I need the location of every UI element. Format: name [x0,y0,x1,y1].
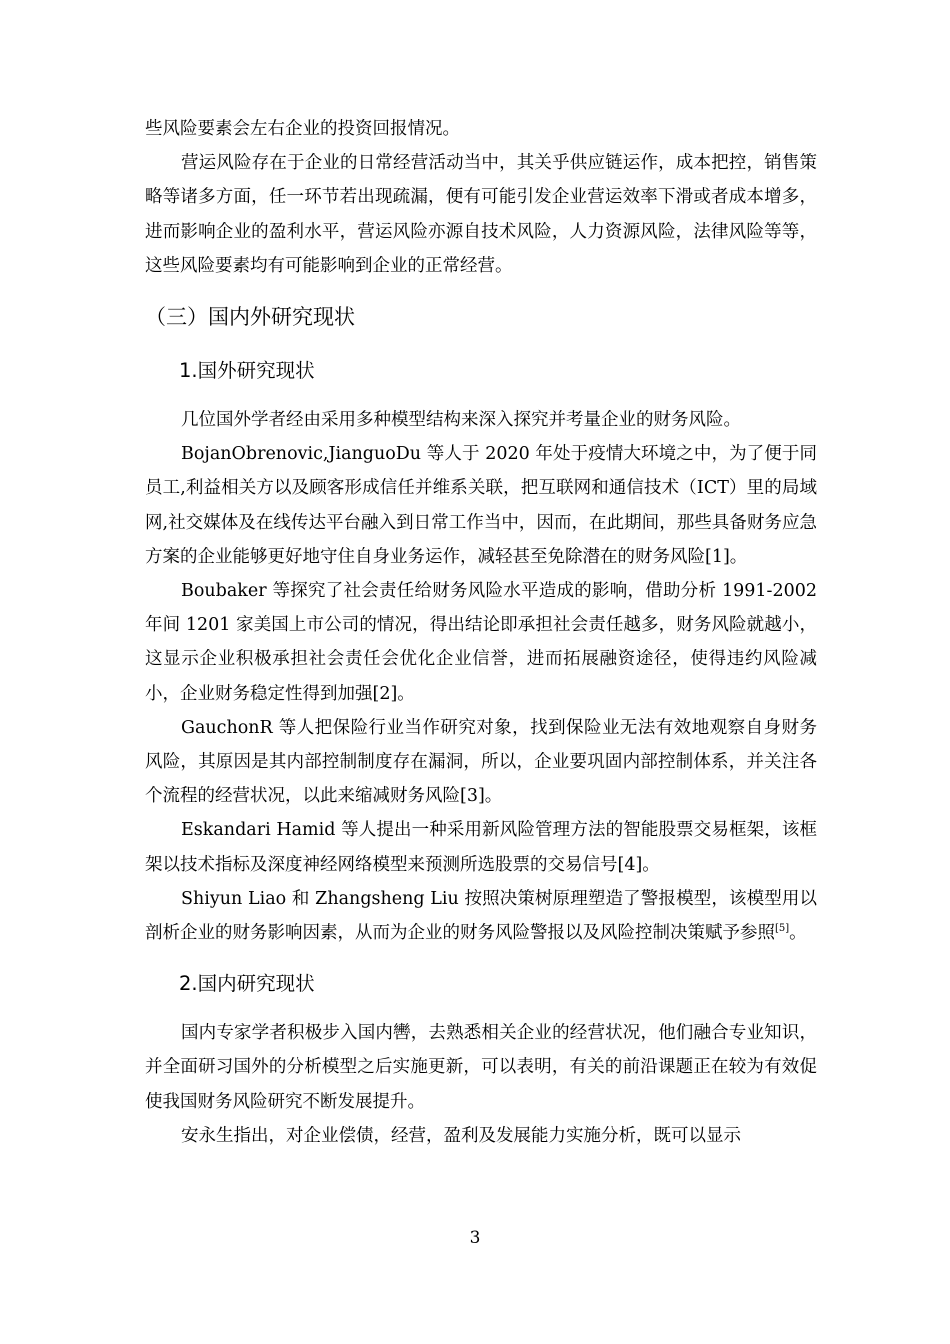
page-number: 3 [469,1228,481,1248]
foreign-paragraph-gauchon: GauchonR 等人把保险行业当作研究对象，找到保险业无法有效地观察自身财务风险，其原因是其内部控制制度存在漏洞，所以，企业要巩固内部控制体系，并关注各个流程的经营状况，以此来缩减财务风险[3]。 [145,717,817,807]
paragraph-continuation: 些风险要素会左右企业的投资回报情况。 [145,119,460,139]
paragraph-operating-risk: 营运风险存在于企业的日常经营活动当中，其关乎供应链运作，成本把控，销售策略等诸多方面，任一环节若出现疏漏，便有可能引发企业营运效率下滑或者成本增多，进而影响企业的盈利水平，营运风险亦源自技术风险，人力资源风险，法律风险等等，这些风险要素均有可能影响到企业的正常经营。 [145,153,817,276]
foreign-paragraph-boubaker: Boubaker 等探究了社会责任给财务风险水平造成的影响，借助分析 1991-2002 年间 1201 家美国上市公司的情况，得出结论即承担社会责任越多，财务风险就越小，这显示企业积极承担社会责任会优化企业信誉，进而拓展融资途径，使得违约风险减小，企业财务稳定性得到加强[2]。 [145,581,817,704]
liao-ending: 。 [789,923,807,944]
foreign-paragraph-liao [145,882,817,950]
foreign-research-heading: 1.国外研究现状 [179,359,315,383]
liao-text: Shiyun Liao 和 Zhangsheng Liu 按照决策树原理塑造了警报模型，该模型用以剖析企业的财务影响因素，从而为企业的财务风险警报以及风险控制决策赋予参照 [145,888,817,944]
citation-marker: [5] [775,923,790,935]
document-body [145,112,817,1153]
foreign-paragraph-intro: 几位国外学者经由采用多种模型结构来深入探究并考量企业的财务风险。 [181,410,741,431]
section-heading: （三）国内外研究现状 [145,305,355,330]
domestic-paragraph-anyongsheng: 安永生指出，对企业偿债，经营，盈利及发展能力实施分析，既可以显示 [181,1125,741,1146]
foreign-paragraph-eskandari: Eskandari Hamid 等人提出一种采用新风险管理方法的智能股票交易框架，该框架以技术指标及深度神经网络模型来预测所选股票的交易信号[4]。 [145,820,817,875]
domestic-paragraph-intro: 国内专家学者积极步入国内轡，去熟悉相关企业的经营状况，他们融合专业知识，并全面研习国外的分析模型之后实施更新，可以表明，有关的前沿课题正在较为有效促使我国财务风险研究不断发展提升。 [145,1023,817,1112]
foreign-paragraph-obrenovic: BojanObrenovic,JianguoDu 等人于 2020 年处于疫情大环境之中，为了便于同员工,利益相关方以及顾客形成信任并维系关联，把互联网和通信技术（ICT）里的局域网,社交媒体及在线传达平台融入到日常工作当中，因而，在此期间，那些具备财务应急方案的企业能够更好地守住自身业务运作，减轻甚至免除潜在的财务风险[1]。 [145,444,817,567]
domestic-research-heading: 2.国内研究现状 [179,972,315,996]
